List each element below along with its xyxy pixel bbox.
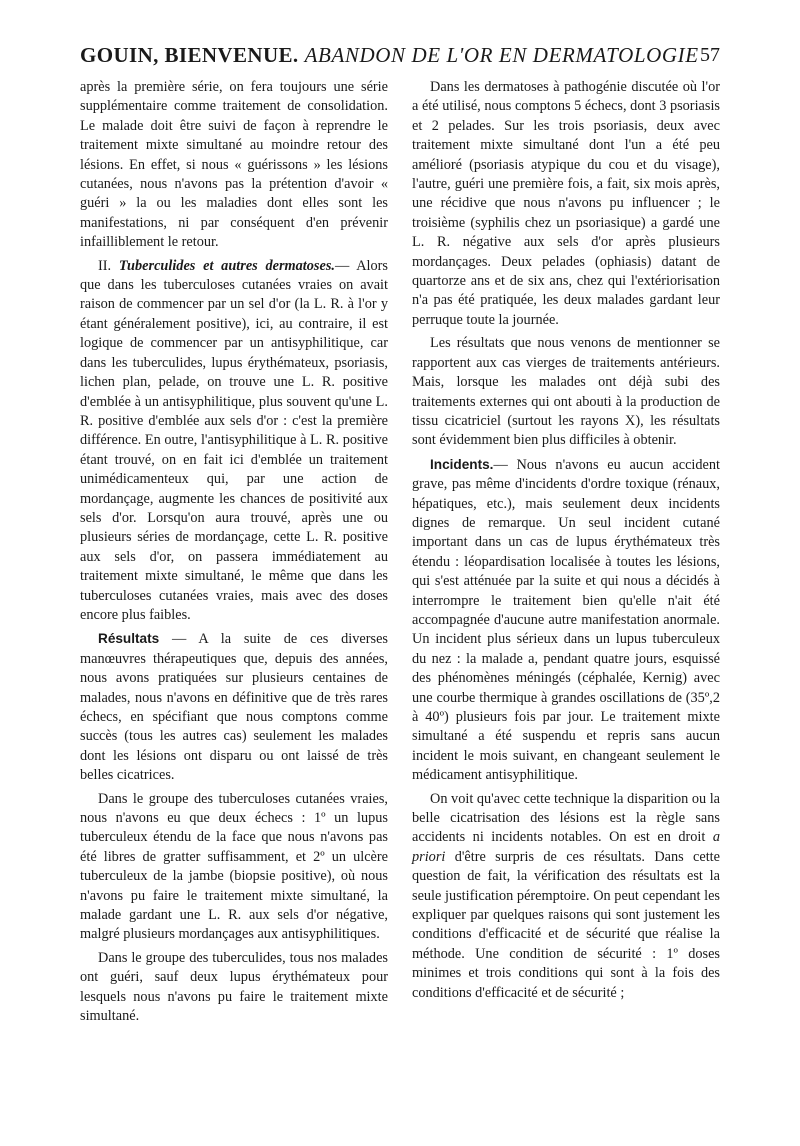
paragraph-conclusion (412, 790, 720, 1003)
paragraph-dermatoses: Dans les dermatoses à pathogénie discutée où l'or a été utilisé, nous comptons 5 échecs, dont 3 psoriasis et 2 pelades. Sur les trois psoriasis, deux avec traitement mixte simultané dont l'un a été peu amélioré (psoriasis atypique du cou et du visage), l'autre, guéri une première fois, a fait, six mois après, une récidive que nous n'avons pu influencer ; le troisième (syphilis chez un psoriasique) a gardé une L. R. négative aux sels d'or après plusieurs mordançages. Deux pelades (ophiasis) datant de quartorze ans et de six ans, chez qui l'extériorisation n'a pas été pratiquée, les deux malades gardant leur perruque toute la journée. (412, 79, 720, 328)
section-heading-tuberculides: Tuberculides et autres dermatoses. (118, 257, 335, 274)
conclusion-part-a: On voit qu'avec cette technique la disparition ou la belle cicatrisation des lésions est la règle sans accidents ni incidents notables. On est en droit (412, 790, 721, 846)
conclusion-emphasis: a priori (412, 829, 720, 865)
results-body: — A la suite de ces diverses manœuvres thérapeutiques que, depuis des années, nous avons pratiquées sur plusieurs centaines de malades, nous n'avons en définitive que de très rares échecs, en spécifiant que nous comptons comme succès (tous les autres cas) seulement les malades dont les lésions ont disparu ou ont laissé de très belles cicatrices. (80, 631, 388, 784)
header-authors: GOUIN, BIENVENUE. (80, 43, 299, 67)
paragraph-continuation: après la première série, on fera toujours une série supplémentaire comme traitement de consolidation. Le malade doit être suivi de façon à reprendre le traitement mixte simultané au moindre retour des lésions. En effet, si nous « guérissons » les lésions cutanées, nous n'avons pas la prétention d'avoir « guéri » la ou les maladies dont elles sont les manifestations, ni par conséquent d'en prévenir infailliblement le retour. (80, 79, 388, 251)
paragraph-tuberculides: Dans le groupe des tuberculides, tous nos malades ont guéri, sauf deux lupus érythémateux pour lesquels nous n'avons pu faire le traitement mixte simultané. (80, 949, 388, 1025)
conclusion-part-b: d'être surpris de ces résultats. Dans cette question de fait, la vérification des résultats est la seule justification péremptoire. On peut cependant les expliquer par quelques raisons qui sont justement les conditions d'efficacité et de sécurité que réalise la méthode. Une condition de sécurité : 1º doses minimes et trois conditions qui sont à la fois des conditions d'efficacité et de sécurité ; (412, 848, 720, 1001)
left-column (80, 78, 388, 1027)
section-number: II. (98, 257, 112, 274)
header-article-title: ABANDON DE L'OR EN DERMATOLOGIE (304, 43, 699, 67)
incidents-body: — Nous n'avons eu aucun accident grave, pas même d'incidents d'ordre toxique (rénaux, hépatiques, etc.), mais seulement deux incidents dignes de remarque. Un seul incident cutané important dans un cas de lupus érythémateux très étendu : léopardisation localisée à toutes les lésions, qui s'est atténuée par la suite et qui nous a décidés à interrompre le traitement bien qu'elle n'ait été accompagnée d'aucune autre manifestation anormale. Un incident plus sérieux dans un lupus tuberculeux du nez : la malade a, pendant quatre jours, esquissé des phénomènes méningés (céphalée, Kernig) avec une courbe thermique à grandes oscillations de (35º,2 à 40º) plusieurs fois par jour. Le traitement mixte simultané a été suspendu et repris sans aucun incident le mois suivant, en changeant seulement le médicament antisyphilitique. (412, 456, 720, 784)
section-2-body: — Alors que dans les tuberculoses cutanées vraies on avait raison de commencer par un sel d'or (la L. R. à l'or y étant généralement positive), ici, au contraire, il est logique de commencer par un antisyphilitique, car dans les tuberculides, lupus érythémateux, psoriasis, lichen plan, pelade, on trouve une L. R. positive d'emblée à un antisyphilitique, plus souvent qu'une L. R. positive d'emblée aux sels d'or : c'est la première différence. En outre, l'antisyphilitique à L. R. positive étant trouvé, on en fait ici d'emblée un traitement unimédicamenteux qui, par une action de mordançage, augmente les chances de positivité aux sels d'or. Lorsqu'on aura trouvé, après une ou plusieurs séries de mordançage, cette L. R. positive aux sels d'or, on passera immédiatement au traitement mixte simultané, le même que dans les tuberculoses cutanées vraies, mais avec des doses encore plus faibles. (80, 257, 388, 623)
paragraph-tuberculoses: Dans le groupe des tuberculoses cutanées vraies, nous n'avons eu que deux échecs : 1º un lupus tuberculeux étendu de la face que nous n'avons pas été libres de gratter suffisamment, et 2º un ulcère tuberculeux de la jambe (biopsie positive), où nous n'avons pu faire le traitement mixte simultané, la malade gardant une L. R. aux sels d'or négative, malgré plusieurs mordançages aux antisyphilitiques. (80, 790, 388, 943)
incidents-paragraph (412, 455, 720, 786)
results-paragraph (80, 629, 388, 785)
page-number: 57 (700, 44, 720, 66)
results-heading: Résultats (98, 631, 160, 647)
incidents-heading: Incidents. (430, 456, 494, 472)
right-column (412, 78, 720, 1003)
paragraph-resultats-mention: Les résultats que nous venons de mentionner se rapportent aux cas vierges de traitements antérieurs. Mais, lorsque les malades ont déjà subi des traitements externes qui ont abouti à la production de tissu cicatriciel (surtout les rayons X), les résultats sont évidemment bien plus difficiles à obtenir. (412, 335, 720, 449)
section-2-paragraph (80, 257, 388, 626)
running-header (80, 40, 720, 70)
